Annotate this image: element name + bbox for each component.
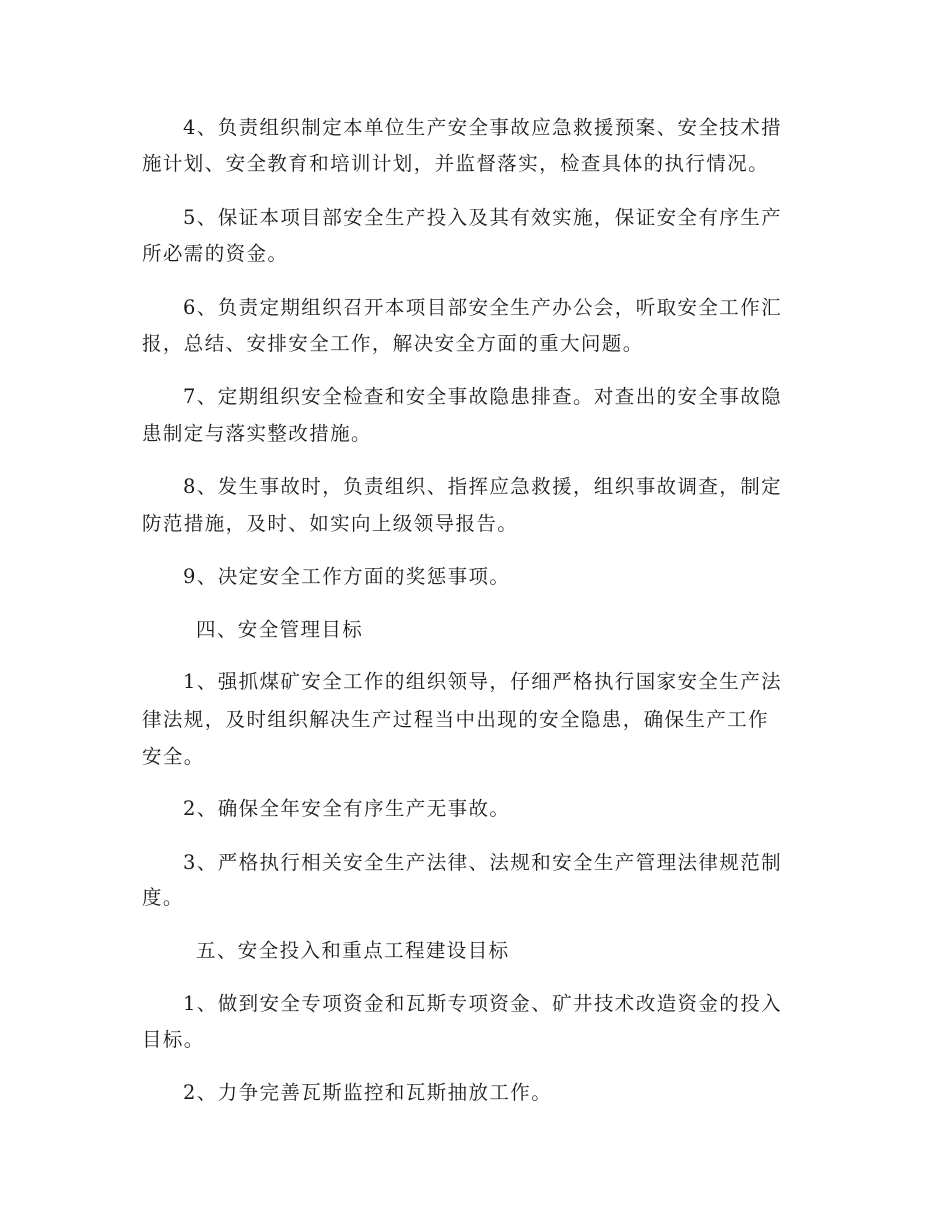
investment-1-line-2: 目标。 xyxy=(142,1028,205,1051)
goal-1-line-3: 安全。 xyxy=(142,745,205,768)
goal-3-line-2: 度。 xyxy=(142,886,184,909)
paragraph-4-line-1: 4、负责组织制定本单位生产安全事故应急救援预案、安全技术措 xyxy=(183,116,783,139)
paragraph-8-line-1: 8、发生事故时，负责组织、指挥应急救援，组织事故调查，制定 xyxy=(183,475,783,498)
goal-1-line-1: 1、强抓煤矿安全工作的组织领导，仔细严格执行国家安全生产法 xyxy=(183,670,783,693)
paragraph-6-line-1: 6、负责定期组织召开本项目部安全生产办公会，听取安全工作汇 xyxy=(183,296,783,319)
paragraph-7-line-1: 7、定期组织安全检查和安全事故隐患排查。对查出的安全事故隐 xyxy=(183,385,783,408)
paragraph-4-line-2: 施计划、安全教育和培训计划，并监督落实，检查具体的执行情况。 xyxy=(142,152,770,175)
paragraph-5-line-1: 5、保证本项目部安全生产投入及其有效实施，保证安全有序生产 xyxy=(183,206,783,229)
section-heading-5: 五、安全投入和重点工程建设目标 xyxy=(196,939,510,962)
investment-2-line-1: 2、力争完善瓦斯监控和瓦斯抽放工作。 xyxy=(183,1081,553,1104)
goal-1-line-2: 律法规，及时组织解决生产过程当中出现的安全隐患，确保生产工作 xyxy=(142,708,770,731)
paragraph-7-line-2: 患制定与落实整改措施。 xyxy=(142,422,372,445)
section-heading-4: 四、安全管理目标 xyxy=(196,618,364,641)
investment-1-line-1: 1、做到安全专项资金和瓦斯专项资金、矿井技术改造资金的投入 xyxy=(183,992,783,1015)
paragraph-9-line-1: 9、决定安全工作方面的奖惩事项。 xyxy=(183,565,511,588)
paragraph-5-line-2: 所必需的资金。 xyxy=(142,242,289,265)
paragraph-6-line-2: 报，总结、安排安全工作，解决安全方面的重大问题。 xyxy=(142,332,644,355)
paragraph-8-line-2: 防范措施，及时、如实向上级领导报告。 xyxy=(142,512,519,535)
goal-2-line-1: 2、确保全年安全有序生产无事故。 xyxy=(183,797,511,820)
goal-3-line-1: 3、严格执行相关安全生产法律、法规和安全生产管理法律规范制 xyxy=(183,851,783,874)
